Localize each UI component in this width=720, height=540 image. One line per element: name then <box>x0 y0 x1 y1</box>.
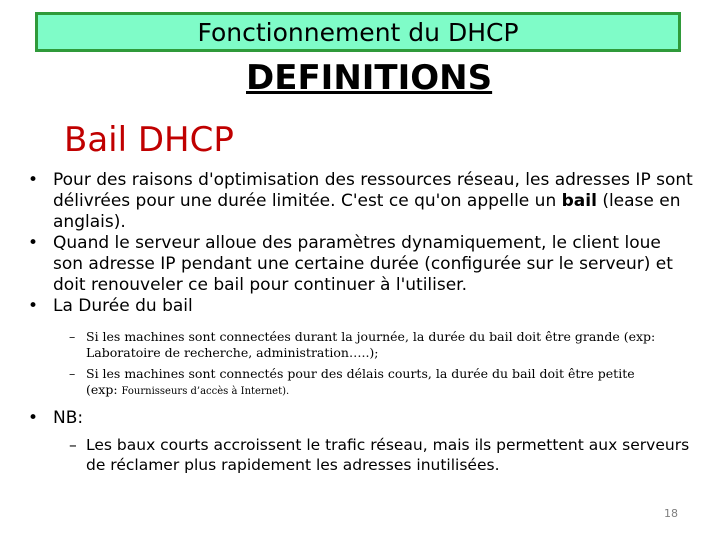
bullet-dot: • <box>28 296 39 316</box>
nb-label: NB: <box>53 408 84 428</box>
bullet-list <box>26 170 696 480</box>
example-prefix: (exp: <box>86 382 122 397</box>
bullet-item-bail <box>26 170 696 233</box>
sub-dash: – <box>69 329 76 344</box>
page-number: 18 <box>664 507 678 520</box>
subitem-text: Si les machines sont connectées durant la journée, la durée du bail doit être grande (exp: Laboratoire de recherche, administration…..); <box>86 329 656 360</box>
bullet-bold-term: bail <box>561 191 597 211</box>
bullet-item-duration <box>26 296 696 317</box>
subitem-short-lease <box>69 366 696 400</box>
bullet-dot: • <box>28 170 39 190</box>
bullet-text-end: (lease en anglais). <box>53 191 681 232</box>
bullet-text: La Durée du bail <box>53 296 193 316</box>
definitions-heading: DEFINITIONS <box>246 58 493 98</box>
subitem-nb <box>69 435 696 475</box>
slide-title-box <box>35 12 681 52</box>
bullet-dot: • <box>28 233 39 253</box>
bail-subheading: Bail DHCP <box>64 120 234 160</box>
bullet-text: Pour des raisons d'optimisation des ressources réseau, les adresses IP sont délivrées pour une durée limitée. C'est ce qu'on appelle un <box>53 170 693 211</box>
nb-sublist <box>69 435 696 475</box>
example-small-text: Fournisseurs d’accès à Internet <box>121 386 283 397</box>
bullet-dot: • <box>28 408 39 428</box>
bullet-text: Quand le serveur alloue des paramètres dynamiquement, le client loue son adresse IP pendant une certaine durée (configurée sur le serveur) et doit renouveler ce bail pour continuer à l'utiliser. <box>53 233 673 295</box>
bullet-item-nb <box>26 408 696 429</box>
subitem-text: Les baux courts accroissent le trafic réseau, mais ils permettent aux serveurs de réclamer plus rapidement les adresses inutilisées. <box>86 436 690 474</box>
example-suffix: ). <box>282 386 290 397</box>
duration-sublist <box>69 329 696 400</box>
sub-dash: – <box>69 436 77 454</box>
subitem-text: Si les machines sont connectés pour des délais courts, la durée du bail doit être petite <box>86 366 635 381</box>
slide-title: Fonctionnement du DHCP <box>197 17 519 47</box>
sub-dash: – <box>69 366 76 381</box>
subitem-long-lease <box>69 329 696 361</box>
bullet-item-allocation <box>26 233 696 296</box>
